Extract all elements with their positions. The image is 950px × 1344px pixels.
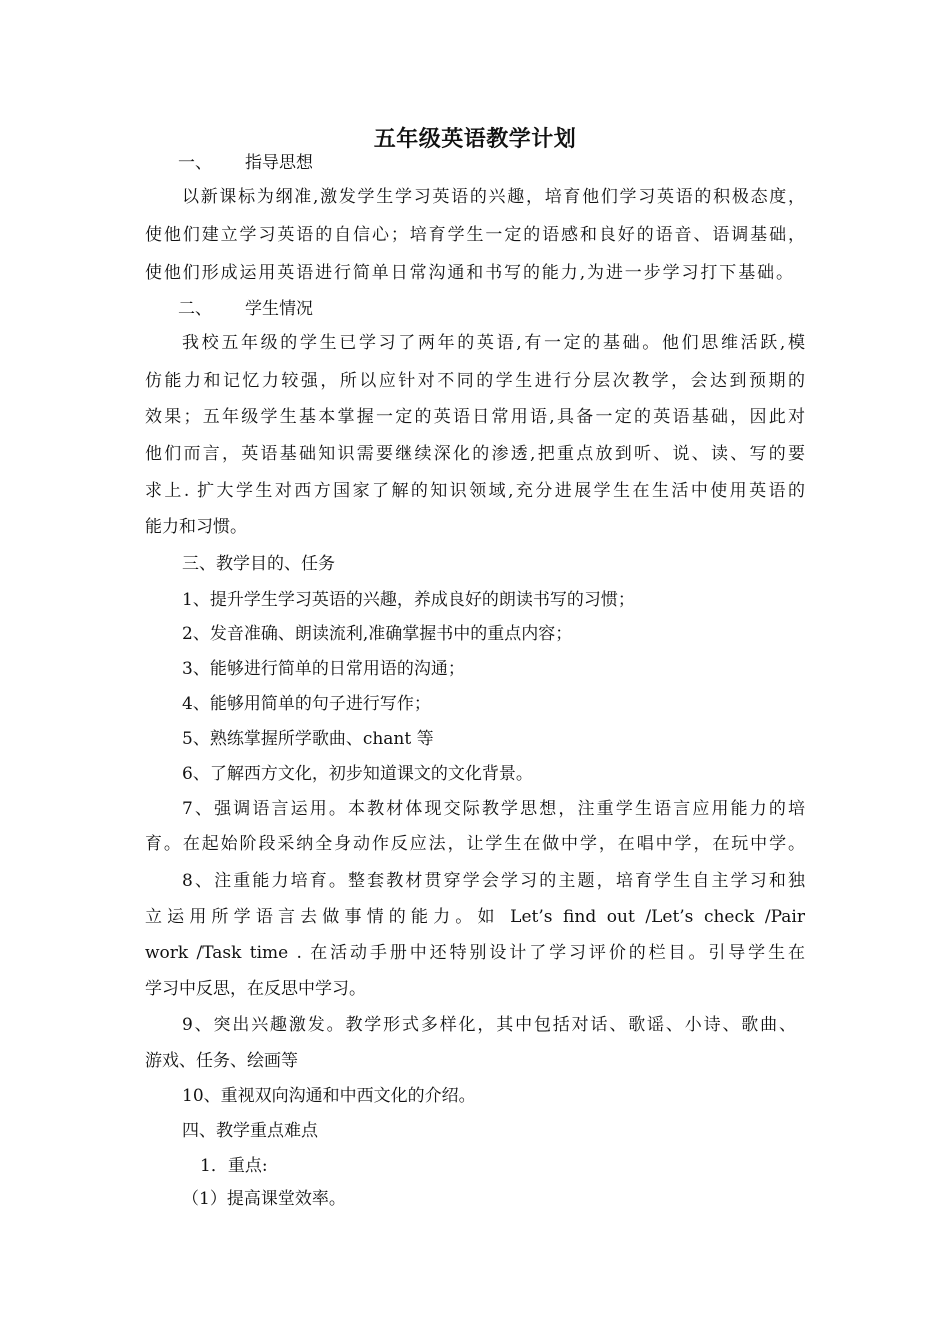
paragraph-1-line-1: 以新课标为纲准,激发学生学习英语的兴趣，培育他们学习英语的积极态度， xyxy=(182,187,805,207)
paragraph-2-line-3: 效果；五年级学生基本掌握一定的英语日常用语,具备一定的英语基础，因此对 xyxy=(145,407,805,427)
goal-item-8-line-2: 立运用所学语言去做事情的能力。如 Let’s find out /Let’s check /Pair xyxy=(145,907,805,927)
goal-item-10: 10、重视双向沟通和中西文化的介绍。 xyxy=(182,1086,476,1106)
section-1-heading: 指导思想 xyxy=(245,153,313,173)
goal-item-3: 3、能够进行简单的日常用语的沟通； xyxy=(182,659,465,679)
document-title: 五年级英语教学计划 xyxy=(373,126,577,152)
goal-item-9-line-1: 9、突出兴趣激发。教学形式多样化，其中包括对话、歌谣、小诗、歌曲、 xyxy=(182,1015,796,1035)
goal-item-8-line-4: 学习中反思，在反思中学习。 xyxy=(145,979,366,999)
section-2-number: 二、 xyxy=(178,299,212,319)
goal-item-4: 4、能够用简单的句子进行写作； xyxy=(182,694,431,714)
goal-item-5: 5、熟练掌握所学歌曲、chant 等 xyxy=(182,729,434,749)
paragraph-2-line-2: 仿能力和记忆力较强，所以应针对不同的学生进行分层次教学，会达到预期的 xyxy=(145,371,805,391)
goal-item-9-line-2: 游戏、任务、绘画等 xyxy=(145,1051,298,1071)
section-3-heading: 三、教学目的、任务 xyxy=(182,554,335,574)
goal-item-2: 2、发音准确、朗读流利,准确掌握书中的重点内容； xyxy=(182,624,573,644)
key-point-1-item-1: （1）提高课堂效率。 xyxy=(182,1189,346,1209)
section-2-heading: 学生情况 xyxy=(245,299,313,319)
paragraph-1-line-2: 使他们建立学习英语的自信心；培育学生一定的语感和良好的语音、语调基础， xyxy=(145,225,805,245)
goal-item-8-line-3: work /Task time . 在活动手册中还特别设计了学习评价的栏目。引导学生在 xyxy=(145,943,805,963)
section-1-number: 一、 xyxy=(178,153,212,173)
goal-item-7-line-2: 育。在起始阶段采纳全身动作反应法，让学生在做中学，在唱中学，在玩中学。 xyxy=(145,834,805,854)
paragraph-1-line-3: 使他们形成运用英语进行简单日常沟通和书写的能力,为进一步学习打下基础。 xyxy=(145,263,793,283)
paragraph-2-line-6: 能力和习惯。 xyxy=(145,517,247,537)
section-4-heading: 四、教学重点难点 xyxy=(182,1121,318,1141)
paragraph-2-line-4: 他们而言，英语基础知识需要继续深化的渗透,把重点放到听、说、读、写的要 xyxy=(145,444,805,464)
goal-item-7-line-1: 7、强调语言运用。本教材体现交际教学思想，注重学生语言应用能力的培 xyxy=(182,799,805,819)
key-point-1: 1．重点: xyxy=(200,1156,268,1176)
paragraph-2-line-5: 求上. 扩大学生对西方国家了解的知识领域,充分进展学生在生活中使用英语的 xyxy=(145,481,805,501)
goal-item-8-line-1: 8、注重能力培育。整套教材贯穿学会学习的主题，培育学生自主学习和独 xyxy=(182,871,805,891)
paragraph-2-line-1: 我校五年级的学生已学习了两年的英语,有一定的基础。他们思维活跃,模 xyxy=(182,333,805,353)
goal-item-1: 1、提升学生学习英语的兴趣，养成良好的朗读书写的习惯； xyxy=(182,590,635,610)
goal-item-6: 6、了解西方文化，初步知道课文的文化背景。 xyxy=(182,764,533,784)
